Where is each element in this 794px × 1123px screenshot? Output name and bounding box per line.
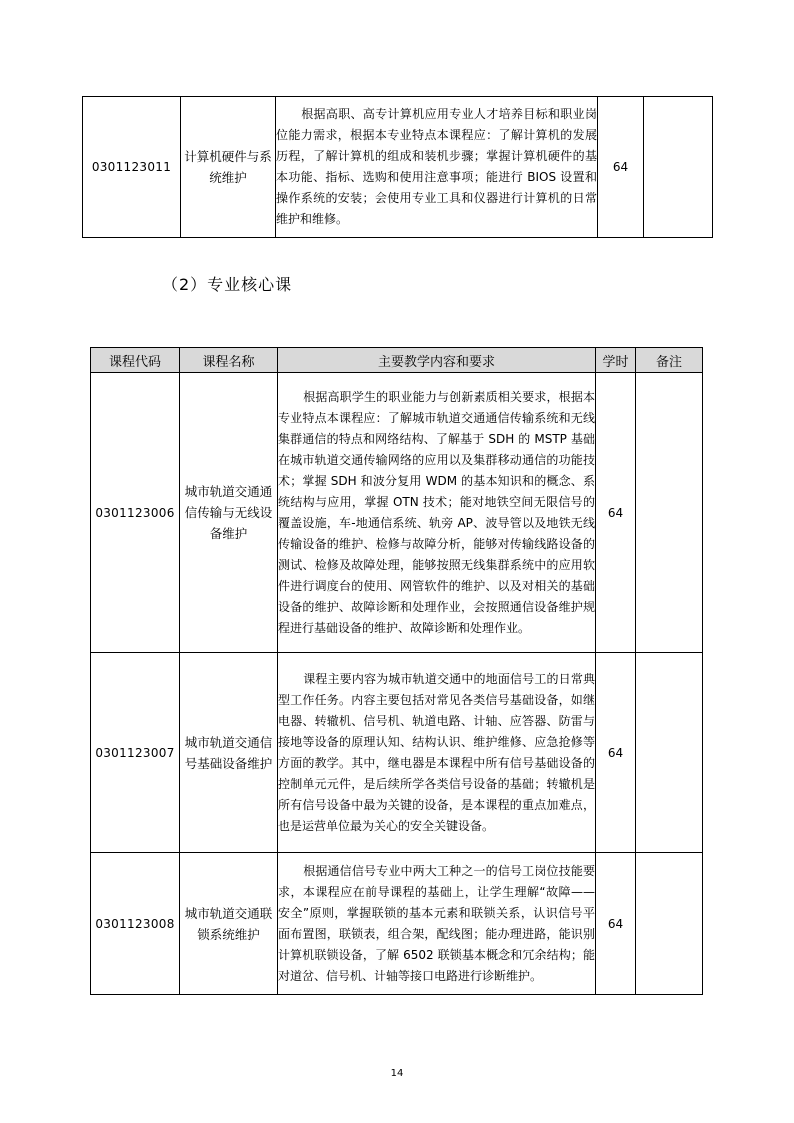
course-code: 0301123008	[91, 853, 180, 995]
section-heading: （2）专业核心课	[162, 275, 293, 294]
course-hours: 64	[598, 97, 644, 238]
course-note	[644, 97, 713, 238]
page-number: 14	[390, 1068, 404, 1079]
course-note	[636, 653, 703, 853]
core-course-table	[90, 347, 703, 995]
course-content: 根据高职、高专计算机应用专业人才培养目标和职业岗位能力需求，根据本专业特点本课程应：了解计算机的发展历程，了解计算机的组成和装机步骤；掌握计算机硬件的基本功能、指标、选购和使用注意事项；能进行 BIOS 设置和操作系统的安装；会使用专业工具和仪器进行计算机的日常维护和维修。	[276, 97, 598, 238]
course-code: 0301123007	[91, 653, 180, 853]
course-name: 城市轨道交通信号基础设备维护	[180, 653, 278, 853]
table-row	[91, 373, 703, 653]
course-code: 0301123011	[83, 97, 181, 238]
course-table-continued	[82, 96, 713, 238]
course-hours: 64	[596, 653, 636, 853]
course-note	[636, 853, 703, 995]
course-content: 根据高职学生的职业能力与创新素质相关要求，根据本专业特点本课程应：了解城市轨道交通通信传输系统和无线集群通信的特点和网络结构、了解基于 SDH 的 MSTP 基础在城市轨道交通传输网络的应用以及集群移动通信的功能技术；掌握 SDH 和波分复用 WDM 的基本知识和的概念、系统结构与应用，掌握 OTN 技术；能对地铁空间无限信号的覆盖设施，车-地通信系统、轨旁 AP、波导管以及地铁无线传输设备的维护、检修与故障分析，能够对传输线路设备的测试、检修及故障处理，能够按照无线集群系统中的应用软件进行调度台的使用、网管软件的维护、以及对相关的基础设备的维护、故障诊断和处理作业，会按照通信设备维护规程进行基础设备的维护、故障诊断和处理作业。	[278, 373, 596, 653]
header-name: 课程名称	[180, 348, 278, 373]
course-name: 城市轨道交通联锁系统维护	[180, 853, 278, 995]
course-name: 计算机硬件与系统维护	[181, 97, 276, 238]
course-name: 城市轨道交通通信传输与无线设备维护	[180, 373, 278, 653]
course-content: 根据通信信号专业中两大工种之一的信号工岗位技能要求，本课程应在前导课程的基础上，让学生理解“故障——安全”原则，掌握联锁的基本元素和联锁关系，认识信号平面布置图，联锁表，组合架，配线图；能办理进路，能识别计算机联锁设备，了解 6502 联锁基本概念和冗余结构；能对道岔、信号机、计轴等接口电路进行诊断维护。	[278, 853, 596, 995]
course-hours: 64	[596, 373, 636, 653]
header-hours: 学时	[596, 348, 636, 373]
table-row	[83, 97, 713, 238]
course-code: 0301123006	[91, 373, 180, 653]
header-content: 主要教学内容和要求	[278, 348, 596, 373]
table-header-row	[91, 348, 703, 373]
course-content: 课程主要内容为城市轨道交通中的地面信号工的日常典型工作任务。内容主要包括对常见各类信号基础设备，如继电器、转辙机、信号机、轨道电路、计轴、应答器、防雷与接地等设备的原理认知、结构认识、维护维修、应急抢修等方面的教学。其中，继电器是本课程中所有信号基础设备的控制单元元件，是后续所学各类信号设备的基础；转辙机是所有信号设备中最为关键的设备，是本课程的重点加难点，也是运营单位最为关心的安全关键设备。	[278, 653, 596, 853]
course-hours: 64	[596, 853, 636, 995]
table-row	[91, 653, 703, 853]
header-note: 备注	[636, 348, 703, 373]
header-code: 课程代码	[91, 348, 180, 373]
course-note	[636, 373, 703, 653]
table-row	[91, 853, 703, 995]
